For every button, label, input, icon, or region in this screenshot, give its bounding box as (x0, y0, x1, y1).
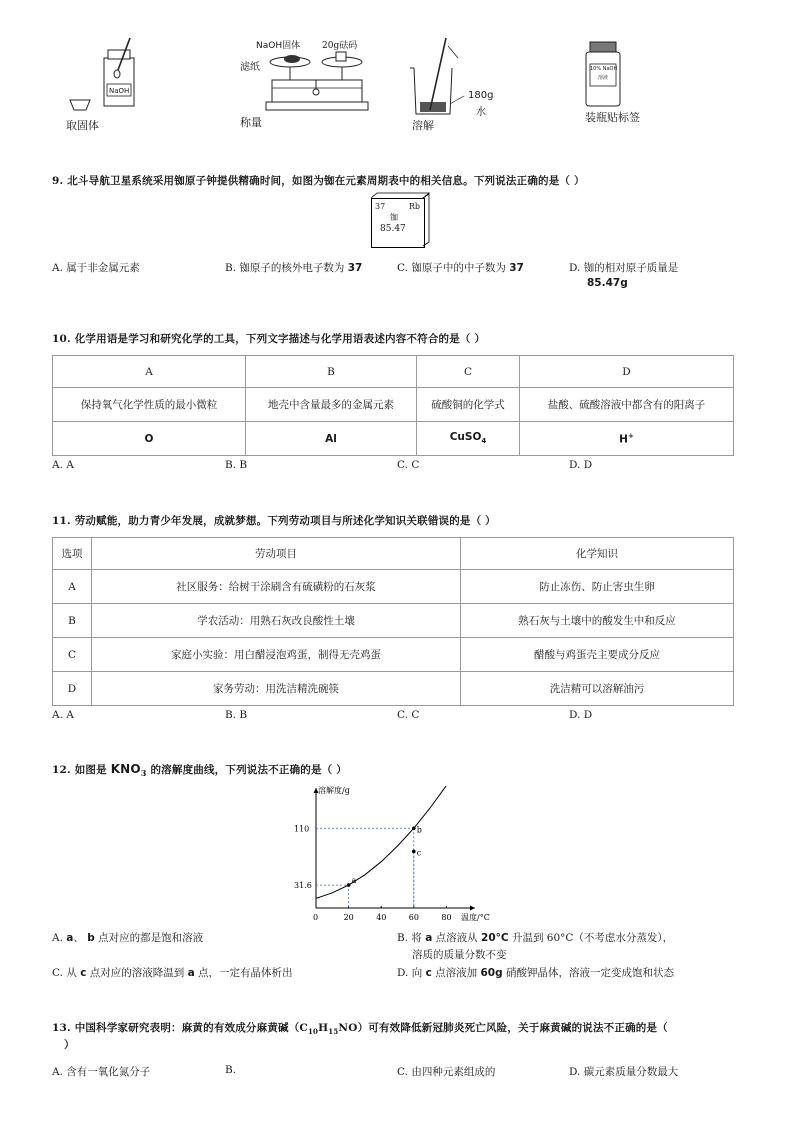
q10-formula-d: H+ (520, 422, 734, 456)
step-weigh-label: 称量 (240, 116, 262, 129)
q9-option-d[interactable]: D. 铷的相对原子质量是 (569, 262, 679, 274)
take-solid-icon (62, 36, 152, 120)
q11-answer-c[interactable]: C. C (397, 709, 420, 721)
q12-stem: 12. 如图是 $KNO_3$ 的溶解度曲线，下列说法不正确的是（ ） (52, 762, 347, 779)
q10-header-b: B (246, 356, 417, 388)
q13-option-b[interactable]: B. (225, 1064, 237, 1076)
q10-answer-c[interactable]: C. C (397, 459, 420, 471)
y-axis-label: 溶解度/g (318, 786, 350, 795)
y-tick-label: 31.6 (294, 881, 312, 891)
q11-answer-b[interactable]: B. B (225, 709, 248, 721)
tile-depth (423, 194, 431, 248)
q10-answer-d[interactable]: D. D (569, 459, 593, 471)
q11-row-b-knowledge: 熟石灰与土壤中的酸发生中和反应 (461, 604, 734, 638)
q10-desc-c: 硫酸铜的化学式 (417, 388, 520, 422)
x-axis-arrow (470, 906, 475, 911)
q9-option-a[interactable]: A. 属于非金属元素 (52, 262, 140, 274)
q11-stem: 11. 劳动赋能，助力青少年发展，成就梦想。下列劳动项目与所述化学知识关联错误的是（ ） (52, 515, 496, 527)
x-axis-label: 温度/°C (461, 913, 490, 922)
q13-option-a[interactable]: A. 含有一氧化氮分子 (52, 1066, 151, 1078)
q11-row-b-project: 学农活动：用熟石灰改良酸性土壤 (92, 604, 461, 638)
q10-table (52, 355, 734, 456)
q10-desc-d: 盐酸、硫酸溶液中都含有的阳离子 (520, 388, 734, 422)
q11-answer-d[interactable]: D. D (569, 709, 593, 721)
x-tick-label: 60 (408, 913, 419, 922)
q12-option-d[interactable]: D. 向 c 点溶液加 60g 硝酸钾晶体，溶液一定变成饱和状态 (397, 967, 674, 979)
q9-option-d-value: 85.47g (587, 277, 628, 289)
point-label-c: c (416, 848, 422, 858)
x-tick-label: 40 (376, 913, 387, 922)
q11-row-c-project: 家庭小实验：用白醋浸泡鸡蛋，制得无壳鸡蛋 (92, 638, 461, 672)
point-c (412, 850, 416, 854)
q12-option-b-line2: 溶质的质量分数不变 (412, 949, 507, 961)
q11-row-c-knowledge: 醋酸与鸡蛋壳主要成分反应 (461, 638, 734, 672)
tile-symbol: Rb (408, 202, 420, 211)
q10-desc-a: 保持氧气化学性质的最小微粒 (53, 388, 246, 422)
q10-header-d: D (520, 356, 734, 388)
step-label-bottle-label: 装瓶贴标签 (585, 111, 640, 124)
point-label-b: b (416, 825, 422, 835)
step-dissolve-label: 溶解 (412, 119, 434, 132)
q11-header-project: 劳动项目 (92, 538, 461, 570)
tile-name: 铷 (390, 213, 398, 222)
q11-row-d-option: D (53, 672, 92, 706)
x-tick-label: 0 (313, 913, 319, 922)
tile-depth-top (371, 193, 429, 199)
q11-header-knowledge: 化学知识 (461, 538, 734, 570)
q10-stem: 10. 化学用语是学习和研究化学的工具，下列文字描述与化学用语表述内容不符合的是（ ） (52, 333, 486, 345)
y-tick-label: 110 (294, 824, 310, 834)
x-tick-label: 80 (441, 913, 452, 922)
q9-option-b[interactable]: B. 铷原子的核外电子数为 37 (225, 262, 363, 274)
naoh-solid-label: NaOH固体 (256, 41, 301, 51)
q11-row-a-option: A (53, 570, 92, 604)
water-amount-label: 180g (468, 90, 494, 101)
bottle-label: NaOH (109, 87, 130, 95)
q10-answer-a[interactable]: A. A (52, 459, 74, 471)
kno3-solubility-chart (280, 782, 490, 924)
q10-formula-a: O (53, 422, 246, 456)
table-row (53, 604, 734, 638)
q13-option-d[interactable]: D. 碳元素质量分数最大 (569, 1066, 679, 1078)
table-row (53, 570, 734, 604)
water-label: 水 (476, 107, 486, 118)
jar-label-line2: 溶液 (598, 75, 609, 81)
step-take-solid-label: 取固体 (66, 119, 99, 132)
beaker-icon (406, 34, 466, 116)
x-tick-label: 20 (343, 913, 354, 922)
filter-paper-label: 滤纸 (240, 62, 260, 73)
q9-stem: 9. 北斗导航卫星系统采用铷原子钟提供精确时间，如图为铷在元素周期表中的相关信息。下列说法正确的是（ ） (52, 175, 585, 187)
element-tile-rb (371, 198, 425, 248)
point-a (347, 883, 351, 887)
q11-row-b-option: B (53, 604, 92, 638)
q10-desc-b: 地壳中含量最多的金属元素 (246, 388, 417, 422)
q11-row-a-knowledge: 防止冻伤、防止害虫生卵 (461, 570, 734, 604)
q10-formula-b: Al (246, 422, 417, 456)
q9-option-c[interactable]: C. 铷原子中的中子数为 37 (397, 262, 524, 274)
q12-option-a[interactable]: A. a、 b 点对应的都是饱和溶液 (52, 932, 204, 944)
q11-row-c-option: C (53, 638, 92, 672)
table-row (53, 638, 734, 672)
q11-row-d-project: 家务劳动：用洗洁精洗碗筷 (92, 672, 461, 706)
q13-stem: 13. 中国科学家研究表明：麻黄的有效成分麻黄碱$(C_{10}H_{15}NO)$可有效降低新冠肺炎死亡风险，关于麻黄碱的说法不正确的是（ (52, 1022, 668, 1037)
q10-header-a: A (53, 356, 246, 388)
solubility-curve (316, 762, 463, 899)
q11-table (52, 537, 734, 706)
balance-icon (262, 48, 372, 116)
tile-number: 37 (375, 202, 386, 211)
tile-mass: 85.47 (380, 224, 406, 234)
q11-row-d-knowledge: 洗洁精可以溶解油污 (461, 672, 734, 706)
q11-header-option: 选项 (53, 538, 92, 570)
jar-label-line1: 10% NaOH (590, 66, 618, 72)
q12-option-b[interactable]: B. 将 a 点溶液从 20°C 升温到 60°C（不考虑水分蒸发）， (397, 932, 674, 944)
q10-formula-c: CuSO$_4$ (417, 422, 520, 456)
weight-label: 20g砝码 (322, 41, 358, 51)
point-label-a: a (351, 876, 357, 886)
q13-option-c[interactable]: C. 由四种元素组成的 (397, 1066, 496, 1078)
q10-header-c: C (417, 356, 520, 388)
q12-option-c[interactable]: C. 从 c 点对应的溶液降温到 a 点，一定有晶体析出 (52, 967, 293, 979)
q10-answer-b[interactable]: B. B (225, 459, 248, 471)
q13-stem-line2: ） (64, 1039, 75, 1051)
q11-row-a-project: 社区服务：给树干涂刷含有硫磺粉的石灰浆 (92, 570, 461, 604)
table-row (53, 672, 734, 706)
point-b (412, 826, 416, 830)
q11-answer-a[interactable]: A. A (52, 709, 74, 721)
